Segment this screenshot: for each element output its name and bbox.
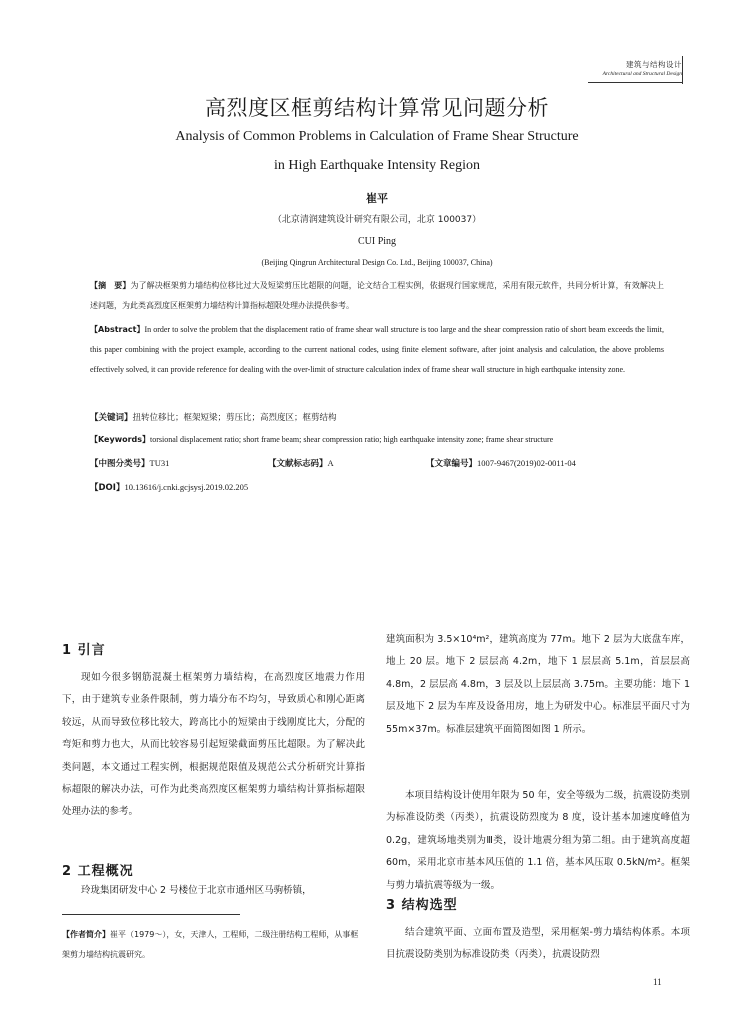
journal-name-cn: 建筑与结构设计 bbox=[626, 60, 682, 69]
doi-value: 10.13616/j.cnki.gcjsysj.2019.02.205 bbox=[124, 482, 249, 492]
article-number-field bbox=[426, 457, 576, 469]
footnote-label: 【作者简介】 bbox=[62, 930, 110, 939]
journal-name-en: Architectural and Structural Design bbox=[602, 71, 682, 77]
section-2-paragraph-start: 玲珑集团研发中心 2 号楼位于北京市通州区马驹桥镇， bbox=[81, 885, 312, 896]
footnote-rule bbox=[62, 914, 240, 915]
section-2-paragraph-2: 本项目结构设计使用年限为 50 年，安全等级为二级，抗震设防类别为标准设防类（丙类），抗震设防烈度为 8 度，设计基本加速度峰值为 0.2g，建筑场地类别为Ⅲ类，设计地震分组为第二组。由于建筑高度超 60m，采用北京市基本风压值的 1.1 倍，基本风压取 0.5kN/m²。框架与剪力墙抗震等级为一级。 bbox=[386, 790, 690, 891]
affiliation-en: (Beijing Qingrun Architectural Design Co. Ltd., Beijing 100037, China) bbox=[261, 258, 493, 267]
author-en: CUI Ping bbox=[357, 236, 397, 247]
abstract-cn bbox=[90, 276, 664, 316]
header-vertical-bar bbox=[682, 56, 683, 84]
footnote-text: 崔平（1979～），女，天津人，工程师，二级注册结构工程师，从事框架剪力墙结构抗震研究。 bbox=[62, 930, 359, 959]
section-1-paragraph: 现如今很多钢筋混凝土框架剪力墙结构，在高烈度区地震力作用下，由于建筑专业条件限制，剪力墙分布不均匀，导致质心和刚心距离较远，从而导致位移比较大，跨高比小的短梁由于线刚度比大，分配的弯矩和剪力也大，从而比较容易引起短梁截面剪压比超限。为了解决此类问题，本文通过工程实例，根据规范限值及规范公式分析研究计算指标超限的解决办法，可作为此类高烈度区框架剪力墙结构计算指标超限处理办法的参考。 bbox=[62, 672, 365, 818]
classification-row bbox=[90, 457, 664, 475]
abstract-en-label: 【Abstract】 bbox=[90, 325, 145, 334]
doc-code-value: A bbox=[327, 458, 334, 468]
article-number-value: 1007-9467(2019)02-0011-04 bbox=[477, 458, 576, 468]
clc-field bbox=[90, 457, 169, 469]
keywords-en bbox=[90, 434, 664, 445]
page-number: 11 bbox=[653, 977, 662, 987]
section-3-paragraph: 结合建筑平面、立面布置及造型，采用框架-剪力墙结构体系。本项目抗震设防类别为标准设防类（丙类），抗震设防烈 bbox=[386, 927, 690, 961]
author-cn: 崔平 bbox=[366, 192, 388, 205]
doi-line bbox=[90, 481, 664, 493]
affiliation-cn: （北京清润建筑设计研究有限公司，北京 100037） bbox=[272, 215, 482, 225]
doc-code-label: 【文献标志码】 bbox=[268, 459, 328, 469]
doi-label: 【DOI】 bbox=[90, 483, 125, 493]
header-rule bbox=[588, 82, 682, 83]
doc-code-field bbox=[268, 457, 334, 469]
section-1-heading: 1 引言 bbox=[62, 643, 106, 658]
abstract-cn-text: 为了解决框架剪力墙结构位移比过大及短梁剪压比超限的问题，论文结合工程实例，依据现行国家规范，采用有限元软件，共同分析计算，有效解决上述问题，为此类高烈度区框架剪力墙结构计算指标超限处理办法提供参考。 bbox=[90, 281, 665, 310]
keywords-cn-label: 【关键词】 bbox=[90, 413, 133, 423]
title-en-line2: in High Earthquake Intensity Region bbox=[273, 158, 481, 173]
title-cn: 高烈度区框剪结构计算常见问题分析 bbox=[205, 96, 549, 120]
section-2-heading: 2 工程概况 bbox=[62, 864, 134, 879]
abstract-cn-label: 【摘 要】 bbox=[90, 281, 131, 290]
abstract-en bbox=[90, 320, 664, 380]
keywords-cn bbox=[90, 411, 664, 423]
abstract-en-text: In order to solve the problem that the displacement ratio of frame shear wall structure is too large and the shear compression ratio of short beam exceeds the limit, this paper combining with the project example, according to the current national codes, using finite element software, after joint analysis and calculation, the above problems effectively solved, it can provide reference for dealing with the over-limit of structure calculation index of frame shear wall structure in high earthquake intensity zone. bbox=[90, 325, 664, 374]
section-3-heading: 3 结构选型 bbox=[386, 898, 458, 913]
clc-value: TU31 bbox=[149, 458, 170, 468]
keywords-en-text: torsional displacement ratio; short frame beam; shear compression ratio; high earthquake intensity zone; frame shear structure bbox=[150, 435, 554, 444]
keywords-en-label: 【Keywords】 bbox=[90, 435, 151, 444]
title-en-line1: Analysis of Common Problems in Calculation of Frame Shear Structure bbox=[175, 129, 579, 144]
section-2-paragraph-cont: 建筑面积为 3.5×10⁴m²，建筑高度为 77m。地下 2 层为大底盘车库，地上 20 层。地下 2 层层高 4.2m，地下 1 层层高 5.1m，首层层高 4.8m，2 层层高 4.8m，3 层及以上层层高 3.75m。主要功能：地下 1 层及地下 2 层为车库及设备用房，地上为研发中心。标准层平面尺寸为 55m×37m。标准层建筑平面简图如图 1 所示。 bbox=[386, 634, 690, 735]
keywords-cn-text: 扭转位移比；框架短梁；剪压比；高烈度区；框剪结构 bbox=[132, 413, 337, 423]
author-footnote bbox=[62, 925, 365, 965]
clc-label: 【中图分类号】 bbox=[90, 459, 150, 469]
article-number-label: 【文章编号】 bbox=[426, 459, 478, 469]
